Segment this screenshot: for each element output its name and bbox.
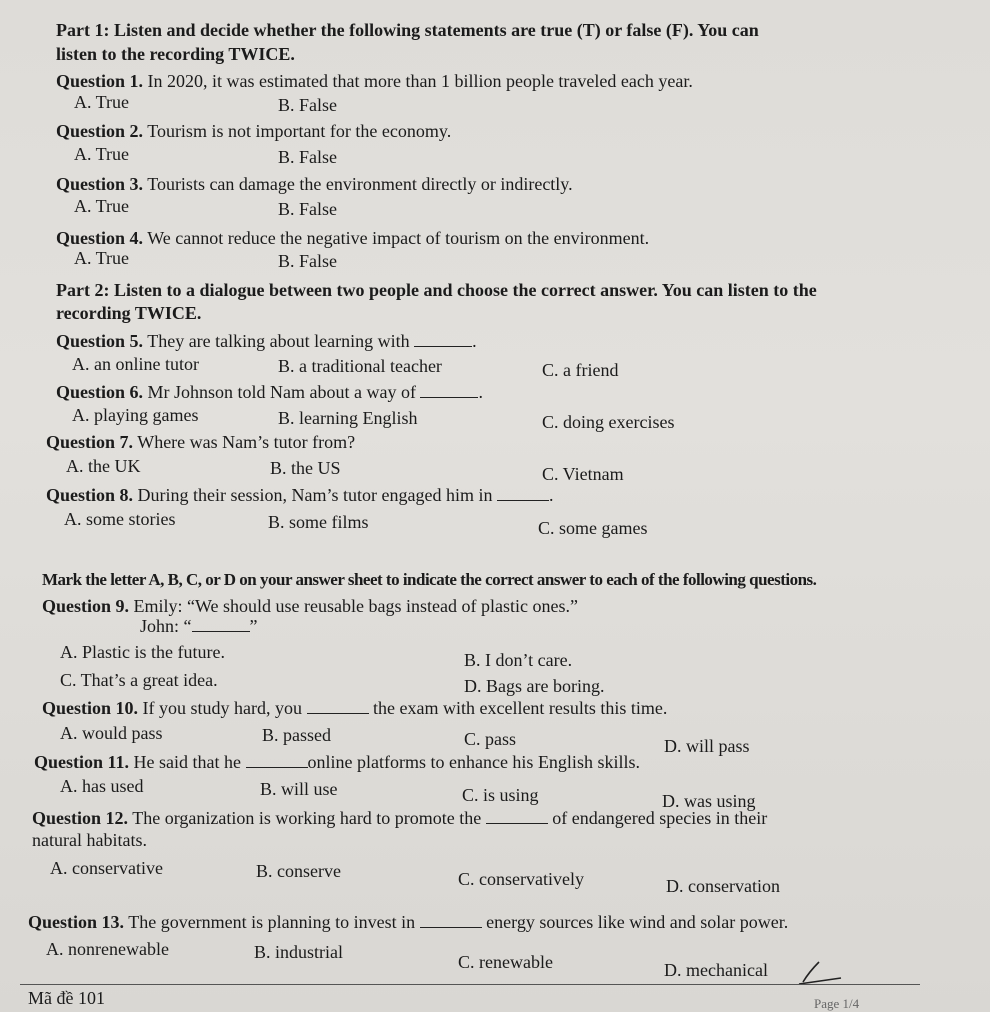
q3-option-a[interactable]: A. True — [74, 196, 130, 216]
part1-heading-line2: listen to the recording TWICE. — [56, 44, 295, 64]
q3-option-b[interactable]: B. False — [278, 199, 338, 219]
question-8: Question 8. During their session, Nam’s tutor engaged him in . — [46, 485, 554, 505]
q5-option-b[interactable]: B. a traditional teacher — [278, 356, 442, 376]
question-10: Question 10. If you study hard, you the exam with excellent results this time. — [42, 698, 668, 718]
q10-option-b[interactable]: B. passed — [262, 725, 331, 745]
q6-option-a[interactable]: A. playing games — [72, 405, 199, 425]
q13-option-a[interactable]: A. nonrenewable — [46, 939, 169, 959]
question-11: Question 11. He said that he online platforms to enhance his English skills. — [34, 752, 640, 772]
q7-option-b[interactable]: B. the US — [270, 458, 341, 478]
q1-option-a[interactable]: A. True — [74, 92, 130, 112]
question-9: Question 9. Emily: “We should use reusable bags instead of plastic ones.” — [42, 596, 578, 616]
question-13: Question 13. The government is planning to invest in energy sources like wind and solar power. — [28, 912, 789, 932]
question-3: Question 3. Tourists can damage the environment directly or indirectly. — [56, 174, 573, 194]
q13-option-c[interactable]: C. renewable — [458, 952, 553, 972]
question-5: Question 5. They are talking about learning with . — [56, 331, 477, 351]
page-number: Page 1/4 — [814, 996, 860, 1011]
q6-option-b[interactable]: B. learning English — [278, 408, 418, 428]
part2-heading-line2: recording TWICE. — [56, 303, 202, 323]
q11-option-d[interactable]: D. was using — [662, 791, 756, 811]
part1-heading-line1: Part 1: Listen and decide whether the following statements are true (T) or false (F). You can — [56, 20, 759, 40]
q8-option-a[interactable]: A. some stories — [64, 509, 176, 529]
q13-option-d[interactable]: D. mechanical — [664, 960, 768, 980]
q6-option-c[interactable]: C. doing exercises — [542, 412, 675, 432]
question-2: Question 2. Tourism is not important for the economy. — [56, 121, 452, 141]
question-4: Question 4. We cannot reduce the negative impact of tourism on the environment. — [56, 228, 650, 248]
q11-option-a[interactable]: A. has used — [60, 776, 144, 796]
q10-option-c[interactable]: C. pass — [464, 729, 517, 749]
q5-option-c[interactable]: C. a friend — [542, 360, 619, 380]
q9-john-line: John: “ ” — [140, 616, 258, 636]
q8-option-b[interactable]: B. some films — [268, 512, 369, 532]
q11-option-c[interactable]: C. is using — [462, 785, 539, 805]
q2-option-a[interactable]: A. True — [74, 144, 130, 164]
q12-option-b[interactable]: B. conserve — [256, 861, 341, 881]
q7-option-c[interactable]: C. Vietnam — [542, 464, 624, 484]
q11-option-b[interactable]: B. will use — [260, 779, 338, 799]
question-6: Question 6. Mr Johnson told Nam about a way of . — [56, 382, 483, 402]
part2-heading-line1: Part 2: Listen to a dialogue between two people and choose the correct answer. You can listen to the — [56, 280, 817, 300]
q4-option-a[interactable]: A. True — [74, 248, 130, 268]
footer-divider — [20, 984, 920, 985]
q4-option-b[interactable]: B. False — [278, 251, 338, 271]
q9-option-a[interactable]: A. Plastic is the future. — [60, 642, 225, 662]
question-1: Question 1. In 2020, it was estimated that more than 1 billion people traveled each year. — [56, 71, 693, 91]
q8-option-c[interactable]: C. some games — [538, 518, 648, 538]
question-12-line2: natural habitats. — [32, 830, 147, 850]
q13-option-b[interactable]: B. industrial — [254, 942, 343, 962]
q12-option-c[interactable]: C. conservatively — [458, 869, 584, 889]
part3-instruction: Mark the letter A, B, C, or D on your answer sheet to indicate the correct answer to each of the following questions. — [42, 570, 817, 589]
question-12: Question 12. The organization is working hard to promote the of endangered species in their — [32, 808, 768, 828]
q10-option-d[interactable]: D. will pass — [664, 736, 750, 756]
q9-option-b[interactable]: B. I don’t care. — [464, 650, 573, 670]
q2-option-b[interactable]: B. False — [278, 147, 338, 167]
q1-option-b[interactable]: B. False — [278, 95, 338, 115]
q9-option-c[interactable]: C. That’s a great idea. — [60, 670, 218, 690]
q7-option-a[interactable]: A. the UK — [66, 456, 141, 476]
q10-option-a[interactable]: A. would pass — [60, 723, 163, 743]
q12-option-a[interactable]: A. conservative — [50, 858, 163, 878]
q12-option-d[interactable]: D. conservation — [666, 876, 780, 896]
handwritten-mark-icon — [795, 958, 845, 986]
exam-code: Mã đề 101 — [28, 988, 105, 1008]
q5-option-a[interactable]: A. an online tutor — [72, 354, 199, 374]
q9-option-d[interactable]: D. Bags are boring. — [464, 676, 605, 696]
question-7: Question 7. Where was Nam’s tutor from? — [46, 432, 356, 452]
